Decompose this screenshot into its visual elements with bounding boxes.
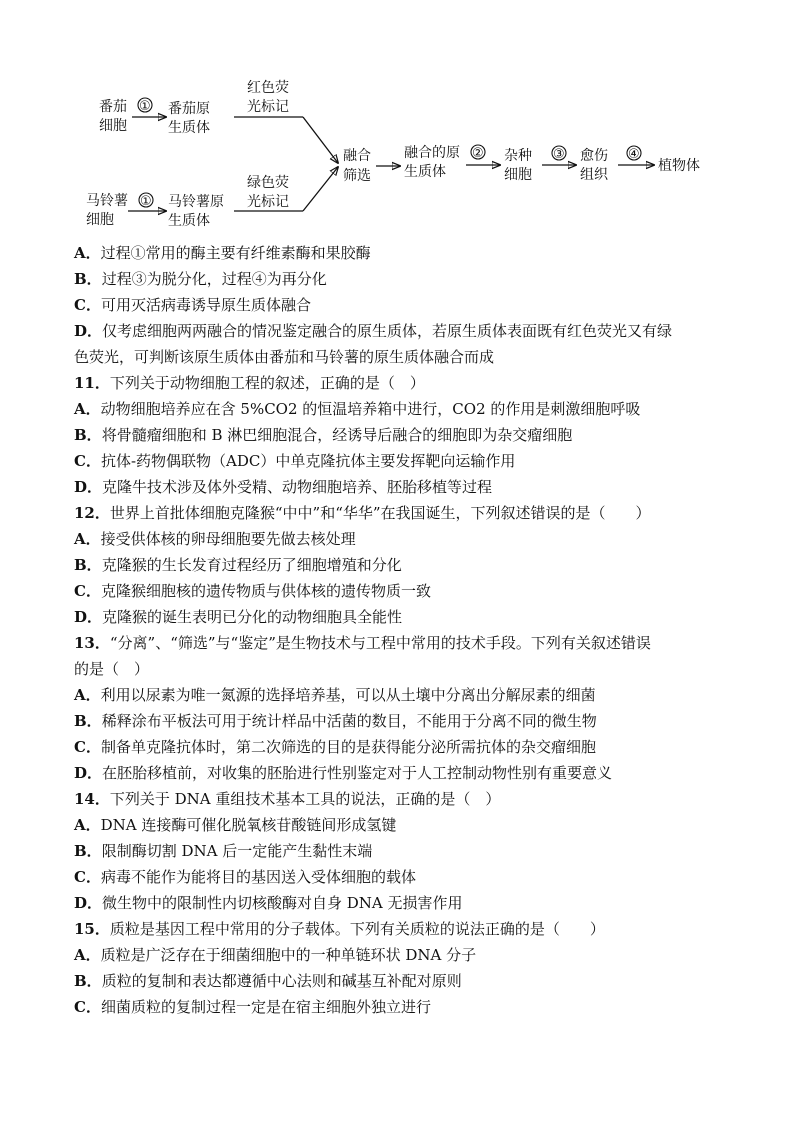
potato-cell-label-2: 细胞 [86,212,114,228]
q13-option-a: A．利用以尿素为唯一氮源的选择培养基，可以从土壤中分离出分解尿素的细菌 [74,686,596,704]
step3-label: ③ [553,147,565,162]
potato-cell-label-1: 马铃薯 [86,193,128,209]
q11-option-a: A．动物细胞培养应在含 5%CO2 的恒温培养箱中进行，CO2 的作用是刺激细胞呼吸 [74,400,641,418]
tomato-protoplast-label-2: 生质体 [168,120,210,136]
step4-label: ④ [628,147,640,162]
callus-label-2: 组织 [580,167,608,183]
q14-option-a: A．DNA 连接酶可催化脱氧核苷酸链间形成氢键 [74,816,397,834]
plant-label: 植物体 [658,158,700,174]
step1-label-bottom: ① [140,194,152,209]
q11-option-d: D．克隆牛技术涉及体外受精、动物细胞培养、胚胎移植等过程 [74,478,493,496]
red-fluorescence-label-1: 红色荧 [247,80,289,96]
q12-option-a: A．接受供体核的卵母细胞要先做去核处理 [74,530,356,548]
fused-protoplast-label-1: 融合的原 [404,145,460,161]
q11-option-b: B．将骨髓瘤细胞和 B 淋巴细胞混合，经诱导后融合的细胞即为杂交瘤细胞 [74,426,573,444]
q15-stem: 15．质粒是基因工程中常用的分子载体。下列有关质粒的说法正确的是（ ） [74,920,605,938]
q13-stem-cont: 的是（ ） [74,660,150,678]
plant-somatic-hybridization-diagram [0,0,794,240]
q11-stem: 11．下列关于动物细胞工程的叙述，正确的是（ ） [74,374,425,392]
q10-option-b: B．过程③为脱分化，过程④为再分化 [74,270,327,288]
converge-line-bottom [303,167,338,211]
q14-option-b: B．限制酶切割 DNA 后一定能产生黏性末端 [74,842,373,860]
tomato-cell-label-1: 番茄 [99,99,127,115]
q12-option-c: C．克隆猴细胞核的遗传物质与供体核的遗传物质一致 [74,582,431,600]
tomato-cell-label-2: 细胞 [99,118,127,134]
q14-option-d: D．微生物中的限制性内切核酸酶对自身 DNA 无损害作用 [74,894,463,912]
q12-option-b: B．克隆猴的生长发育过程经历了细胞增殖和分化 [74,556,402,574]
callus-label-1: 愈伤 [580,148,608,164]
potato-protoplast-label-1: 马铃薯原 [168,194,224,210]
q14-stem: 14．下列关于 DNA 重组技术基本工具的说法，正确的是（ ） [74,790,501,808]
q12-stem: 12．世界上首批体细胞克隆猴“中中”和“华华”在我国诞生，下列叙述错误的是（ ） [74,504,651,522]
hybrid-cell-label-2: 细胞 [504,167,532,183]
q13-option-b: B．稀释涂布平板法可用于统计样品中活菌的数目，不能用于分离不同的微生物 [74,712,597,730]
question-content [74,240,734,1020]
q13-option-d: D．在胚胎移植前，对收集的胚胎进行性别鉴定对于人工控制动物性别有重要意义 [74,764,613,782]
converge-line-top [303,117,338,163]
q10-option-c: C．可用灭活病毒诱导原生质体融合 [74,296,311,314]
tomato-protoplast-label-1: 番茄原 [168,101,210,117]
hybrid-cell-label-1: 杂种 [504,148,532,164]
step2-label: ② [472,146,484,161]
q15-option-c: C．细菌质粒的复制过程一定是在宿主细胞外独立进行 [74,998,431,1016]
q12-option-d: D．克隆猴的诞生表明已分化的动物细胞具全能性 [74,608,403,626]
q13-stem: 13．“分离”、“筛选”与“鉴定”是生物技术与工程中常用的技术手段。下列有关叙述错误 [74,634,651,652]
q10-option-d-cont: 色荧光，可判断该原生质体由番茄和马铃薯的原生质体融合而成 [74,348,495,366]
potato-protoplast-label-2: 生质体 [168,213,210,229]
fused-protoplast-label-2: 生质体 [404,164,446,180]
q13-option-c: C．制备单克隆抗体时，第二次筛选的目的是获得能分泌所需抗体的杂交瘤细胞 [74,738,596,756]
q10-option-d: D．仅考虑细胞两两融合的情况鉴定融合的原生质体，若原生质体表面既有红色荧光又有绿 [74,322,673,340]
green-fluorescence-label-1: 绿色荧 [247,175,289,191]
q15-option-a: A．质粒是广泛存在于细菌细胞中的一种单链环状 DNA 分子 [74,946,477,964]
q10-option-a: A．过程①常用的酶主要有纤维素酶和果胶酶 [74,244,371,262]
q15-option-b: B．质粒的复制和表达都遵循中心法则和碱基互补配对原则 [74,972,462,990]
fusion-screen-label-1: 融合 [343,148,371,164]
fusion-screen-label-2: 筛选 [343,168,371,184]
q11-option-c: C．抗体-药物偶联物（ADC）中单克隆抗体主要发挥靶向运输作用 [74,452,516,470]
green-fluorescence-label-2: 光标记 [247,194,289,210]
step1-label-top: ① [139,99,151,114]
red-fluorescence-label-2: 光标记 [247,99,289,115]
q14-option-c: C．病毒不能作为能将目的基因送入受体细胞的载体 [74,868,416,886]
